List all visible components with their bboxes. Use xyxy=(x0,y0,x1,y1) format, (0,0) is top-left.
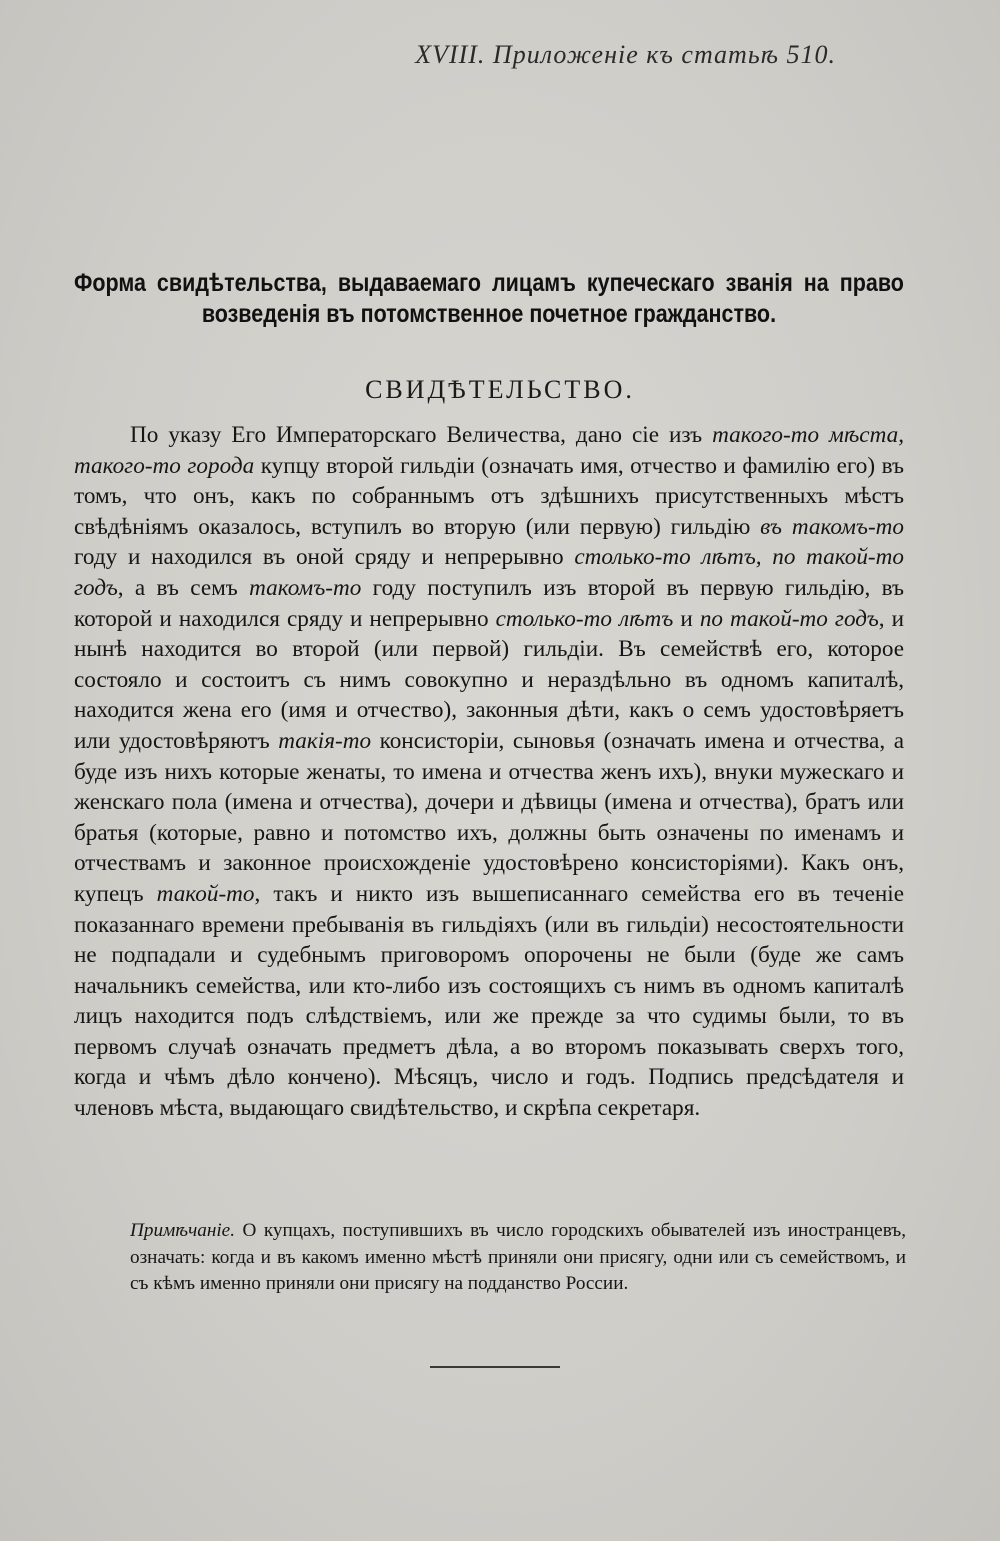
body-italic-run: такого-то мѣста, такого-то города xyxy=(74,422,904,479)
certificate-heading: СВИДѢТЕЛЬСТВО. xyxy=(365,375,635,404)
footnote-text: О купцахъ, поступившихъ въ число городскихъ обывателей изъ иностранцевъ, означать: когда и въ какомъ именно мѣстѣ приняли они присягу, одни или съ семействомъ, и съ кѣмъ именно приняли они присягу на подданство России. xyxy=(130,1220,906,1294)
body-text-run: , а въ семъ xyxy=(117,574,250,601)
body-italic-run: столько-то лѣтъ xyxy=(495,605,674,632)
body-paragraph xyxy=(74,420,904,1124)
body-text-run: году и находился въ оной сряду и непрерывно xyxy=(74,544,575,571)
closing-rule xyxy=(430,1366,560,1368)
body-text-run: , такъ и никто изъ вышеписаннаго семейства его въ теченіе показаннаго времени пребыванія въ гильдіяхъ (или въ гильдіи) несостоятельности не подпадали и судебнымъ приговоромъ опорочены не были (буде же самъ начальникъ семейства, или кто-либо изъ состоящихъ съ нимъ въ одномъ капиталѣ лицъ находится подъ слѣдствіемъ, или же прежде за что судимы были, то въ первомъ случаѣ означать предметъ дѣла, а во второмъ показывать сверхъ того, когда и чѣмъ дѣло кончено). Мѣсяцъ, число и годъ. Подпись предсѣдателя и членовъ мѣста, выдающаго свидѣтельство, и скрѣпа секретаря. xyxy=(74,880,905,1122)
body-italic-run: по такой-то годъ xyxy=(699,605,879,632)
footnote-label: Примѣчаніе. xyxy=(130,1220,235,1241)
body-italic-run: такомъ-то xyxy=(249,574,362,601)
footnote xyxy=(130,1218,906,1298)
body-italic-run: такой-то xyxy=(156,880,255,907)
body-italic-run: столько-то лѣтъ, по такой-то годъ xyxy=(74,544,904,601)
body-text-run: купцу второй гильдіи (означать имя, отчество и фамилію его) въ томъ, что онъ, какъ по собраннымъ отъ здѣшнихъ присутственныхъ мѣстъ свѣдѣніямъ оказалось, вступилъ во вторую (или первую) гильдію xyxy=(74,452,904,540)
document-title: Форма свидѣтельства, выдаваемаго лицамъ купеческаго званія на право возведенія въ потомственное почетное гражданство. xyxy=(74,269,904,328)
body-italic-run: въ такомъ-то xyxy=(760,513,905,540)
body-text-run: , и нынѣ находится во второй (или первой) гильдіи. Въ семействѣ его, которое состояло и состоитъ съ нимъ совокупно и нераздѣльно въ одномъ капиталѣ, находится жена его (имя и отчество), законныя дѣти, какъ о семъ удостовѣряетъ или удостовѣряютъ xyxy=(74,605,904,754)
running-head: XVIII. Приложеніе къ статьѣ 510. xyxy=(415,40,836,69)
body-text-run: консисторіи, сыновья (означать имена и отчества, а буде изъ нихъ которые женаты, то имена и отчества женъ ихъ), внуки мужескаго и женскаго пола (имена и отчества), дочери и дѣвицы (имена и отчества), братъ или братья (которые, равно и потомство ихъ, должны быть означены по именамъ и отчествамъ и законное происхожденіе удостовѣрено консисторіями). Какъ онъ, купецъ xyxy=(74,727,904,907)
bleed-through-texture xyxy=(140,48,146,78)
certificate-body xyxy=(74,420,904,1124)
body-text-run: году поступилъ изъ второй въ первую гильдію, въ которой и находился сряду и непрерывно xyxy=(74,574,904,632)
body-text-run: и xyxy=(673,605,700,632)
body-italic-run: такія-то xyxy=(278,727,372,754)
body-text-run: По указу Его Императорскаго Величества, дано сіе изъ xyxy=(130,422,713,448)
